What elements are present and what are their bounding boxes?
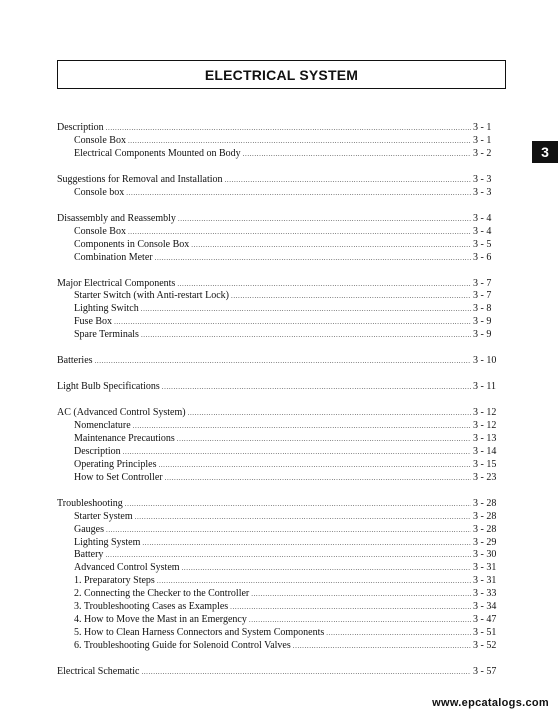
toc-leader-dots xyxy=(155,252,471,265)
toc-page-number: 3 - 4 xyxy=(473,225,492,237)
toc-leader-dots xyxy=(182,562,471,575)
toc-sub-entry[interactable] xyxy=(57,252,509,265)
toc-heading-entry[interactable] xyxy=(57,213,509,226)
toc-entry-title: Maintenance Precautions xyxy=(74,433,175,445)
toc-entry-title: Advanced Control System xyxy=(74,562,180,574)
toc-leader-dots xyxy=(106,122,471,135)
toc-page-number: 3 - 28 xyxy=(473,510,497,522)
toc-leader-dots xyxy=(249,614,471,627)
toc-entry-title: 1. Preparatory Steps xyxy=(74,575,155,587)
toc-leader-dots xyxy=(165,472,471,485)
toc-sub-entry[interactable] xyxy=(57,187,509,200)
toc-leader-dots xyxy=(106,524,471,537)
toc-page-number: 3 - 4 xyxy=(473,212,492,224)
toc-sub-entry[interactable] xyxy=(57,524,509,537)
toc-entry-title: How to Set Controller xyxy=(74,471,163,483)
toc-entry-title: 3. Troubleshooting Cases as Examples xyxy=(74,601,229,613)
toc-entry-title: Electrical Components Mounted on Body xyxy=(74,147,241,159)
toc-page-number: 3 - 3 xyxy=(473,186,492,198)
toc-heading-entry[interactable] xyxy=(57,278,509,291)
toc-page-number: 3 - 31 xyxy=(473,575,497,587)
toc-entry-title: Starter Switch (with Anti-restart Lock) xyxy=(74,290,229,302)
toc-page-number: 3 - 12 xyxy=(473,407,497,419)
toc-page-number: 3 - 51 xyxy=(473,626,497,638)
chapter-tab: 3 xyxy=(532,141,558,163)
toc-page-number: 3 - 31 xyxy=(473,562,497,574)
toc-page-number: 3 - 47 xyxy=(473,613,497,625)
toc-sub-entry[interactable] xyxy=(57,433,509,446)
toc-entry-title: Components in Console Box xyxy=(74,238,190,250)
toc-leader-dots xyxy=(243,148,471,161)
toc-leader-dots xyxy=(128,135,471,148)
toc-sub-entry[interactable] xyxy=(57,303,509,316)
toc-sub-entry[interactable] xyxy=(57,329,509,342)
toc-leader-dots xyxy=(293,640,471,653)
toc-entry-title: Disassembly and Reassembly xyxy=(57,212,176,224)
toc-page-number: 3 - 9 xyxy=(473,329,492,341)
toc-sub-entry[interactable] xyxy=(57,601,509,614)
toc-heading-entry[interactable] xyxy=(57,407,509,420)
toc-page-number: 3 - 5 xyxy=(473,238,492,250)
toc-leader-dots xyxy=(95,355,471,368)
toc-entry-title: Electrical Schematic xyxy=(57,665,140,677)
toc-sub-entry[interactable] xyxy=(57,290,509,303)
toc-heading-entry[interactable] xyxy=(57,381,509,394)
toc-page-number: 3 - 13 xyxy=(473,433,497,445)
toc-page-number: 3 - 23 xyxy=(473,471,497,483)
toc-entry-title: Light Bulb Specifications xyxy=(57,381,160,393)
toc-leader-dots xyxy=(142,537,471,550)
toc-page-number: 3 - 30 xyxy=(473,549,497,561)
toc-leader-dots xyxy=(251,588,471,601)
toc-section xyxy=(57,278,509,342)
toc-page-number: 3 - 57 xyxy=(473,665,497,677)
toc-leader-dots xyxy=(177,278,471,291)
toc-section xyxy=(57,498,509,653)
toc-section xyxy=(57,174,509,200)
toc-entry-title: Operating Principles xyxy=(74,458,157,470)
toc-page-number: 3 - 28 xyxy=(473,523,497,535)
toc-sub-entry[interactable] xyxy=(57,549,509,562)
toc-leader-dots xyxy=(178,213,471,226)
toc-entry-title: Troubleshooting xyxy=(57,497,123,509)
toc-sub-entry[interactable] xyxy=(57,446,509,459)
toc-page-number: 3 - 11 xyxy=(473,381,496,393)
toc-entry-title: AC (Advanced Control System) xyxy=(57,407,186,419)
toc-leader-dots xyxy=(225,174,471,187)
toc-sub-entry[interactable] xyxy=(57,575,509,588)
toc-leader-dots xyxy=(141,666,471,679)
toc-leader-dots xyxy=(231,290,471,303)
toc-page-number: 3 - 9 xyxy=(473,316,492,328)
toc-sub-entry[interactable] xyxy=(57,226,509,239)
toc-entry-title: Batteries xyxy=(57,355,93,367)
toc-page-number: 3 - 14 xyxy=(473,446,497,458)
toc-sub-entry[interactable] xyxy=(57,148,509,161)
toc-page-number: 3 - 7 xyxy=(473,290,492,302)
table-of-contents xyxy=(57,122,509,692)
toc-entry-title: Major Electrical Components xyxy=(57,277,176,289)
toc-entry-title: 4. How to Move the Mast in an Emergency xyxy=(74,613,247,625)
toc-leader-dots xyxy=(230,601,471,614)
watermark: www.epcatalogs.com xyxy=(432,697,549,709)
toc-leader-dots xyxy=(177,433,471,446)
toc-page-number: 3 - 1 xyxy=(473,122,492,133)
toc-section xyxy=(57,355,509,368)
toc-section xyxy=(57,381,509,394)
toc-page-number: 3 - 3 xyxy=(473,173,492,185)
toc-section xyxy=(57,122,509,161)
toc-entry-title: Combination Meter xyxy=(74,251,153,263)
toc-leader-dots xyxy=(126,187,471,200)
toc-heading-entry[interactable] xyxy=(57,355,509,368)
toc-leader-dots xyxy=(162,381,471,394)
toc-page-number: 3 - 52 xyxy=(473,639,497,651)
toc-sub-entry[interactable] xyxy=(57,627,509,640)
toc-page-number: 3 - 12 xyxy=(473,420,497,432)
toc-entry-title: Fuse Box xyxy=(74,316,113,328)
toc-entry-title: Battery xyxy=(74,549,104,561)
toc-entry-title: Description xyxy=(74,446,121,458)
toc-page-number: 3 - 10 xyxy=(473,355,497,367)
toc-leader-dots xyxy=(125,498,471,511)
toc-sub-entry[interactable] xyxy=(57,614,509,627)
toc-page-number: 3 - 29 xyxy=(473,536,497,548)
toc-sub-entry[interactable] xyxy=(57,537,509,550)
toc-heading-entry[interactable] xyxy=(57,122,509,135)
toc-leader-dots xyxy=(133,420,471,433)
toc-page-number: 3 - 2 xyxy=(473,147,492,159)
toc-page-number: 3 - 8 xyxy=(473,303,492,315)
toc-page-number: 3 - 33 xyxy=(473,588,497,600)
toc-section xyxy=(57,213,509,265)
toc-heading-entry[interactable] xyxy=(57,174,509,187)
toc-page-number: 3 - 6 xyxy=(473,251,492,263)
toc-section xyxy=(57,407,509,484)
toc-sub-entry[interactable] xyxy=(57,511,509,524)
toc-leader-dots xyxy=(188,407,471,420)
toc-entry-title: Description xyxy=(57,122,104,133)
toc-entry-title: Lighting System xyxy=(74,536,141,548)
toc-entry-title: Console box xyxy=(74,186,125,198)
toc-page-number: 3 - 28 xyxy=(473,497,497,509)
toc-leader-dots xyxy=(105,549,471,562)
page-title-box xyxy=(57,60,506,89)
toc-sub-entry[interactable] xyxy=(57,588,509,601)
toc-leader-dots xyxy=(141,303,471,316)
toc-leader-dots xyxy=(191,239,471,252)
toc-entry-title: Suggestions for Removal and Installation xyxy=(57,173,223,185)
toc-entry-title: Console Box xyxy=(74,134,126,146)
toc-leader-dots xyxy=(141,329,471,342)
toc-heading-entry[interactable] xyxy=(57,666,509,679)
toc-entry-title: 2. Connecting the Checker to the Controller xyxy=(74,588,250,600)
toc-leader-dots xyxy=(135,511,471,524)
toc-entry-title: Lighting Switch xyxy=(74,303,139,315)
toc-leader-dots xyxy=(128,226,471,239)
toc-entry-title: Starter System xyxy=(74,510,133,522)
toc-page-number: 3 - 1 xyxy=(473,134,492,146)
toc-entry-title: 6. Troubleshooting Guide for Solenoid Control Valves xyxy=(74,639,291,651)
toc-sub-entry[interactable] xyxy=(57,562,509,575)
toc-entry-title: Nomenclature xyxy=(74,420,131,432)
toc-entry-title: Console Box xyxy=(74,225,126,237)
toc-entry-title: Gauges xyxy=(74,523,104,535)
toc-entry-title: 5. How to Clean Harness Connectors and System Components xyxy=(74,626,325,638)
toc-entry-title: Spare Terminals xyxy=(74,329,139,341)
toc-sub-entry[interactable] xyxy=(57,472,509,485)
toc-leader-dots xyxy=(123,446,471,459)
toc-page-number: 3 - 7 xyxy=(473,277,492,289)
toc-leader-dots xyxy=(326,627,471,640)
toc-page-number: 3 - 15 xyxy=(473,458,497,470)
page-title: ELECTRICAL SYSTEM xyxy=(204,66,359,83)
toc-sub-entry[interactable] xyxy=(57,640,509,653)
toc-sub-entry[interactable] xyxy=(57,135,509,148)
toc-sub-entry[interactable] xyxy=(57,316,509,329)
toc-sub-entry[interactable] xyxy=(57,239,509,252)
toc-sub-entry[interactable] xyxy=(57,420,509,433)
toc-sub-entry[interactable] xyxy=(57,459,509,472)
toc-leader-dots xyxy=(158,459,471,472)
toc-section xyxy=(57,666,509,679)
toc-page-number: 3 - 34 xyxy=(473,601,497,613)
toc-heading-entry[interactable] xyxy=(57,498,509,511)
toc-leader-dots xyxy=(157,575,471,588)
toc-leader-dots xyxy=(114,316,471,329)
